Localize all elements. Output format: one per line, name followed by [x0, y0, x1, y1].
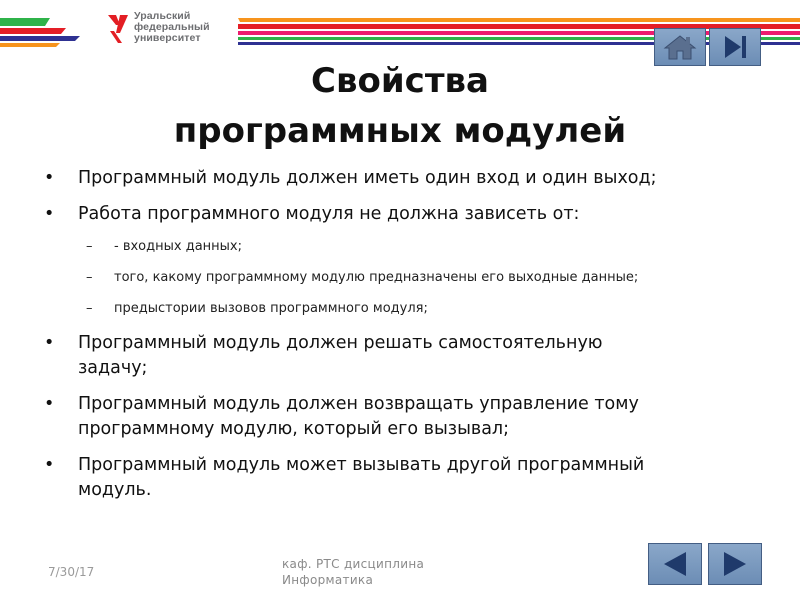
- list-item-text-line-2: программному модулю, который его вызывал;: [78, 419, 510, 439]
- slide-title-line-2: программных модулей: [173, 111, 627, 151]
- bullet: •: [44, 394, 55, 414]
- sub-list-item: [44, 300, 764, 318]
- footer-date: 7/30/17: [48, 565, 95, 579]
- logo-line-1: Уральский: [134, 10, 191, 22]
- bullet: •: [44, 455, 55, 475]
- sub-list-item-text: предыстории вызовов программного модуля;: [114, 301, 428, 316]
- sub-list-item-text: - входных данных;: [114, 239, 243, 254]
- list-item: [44, 392, 764, 442]
- list-item-text-line-1: Программный модуль может вызывать другой программный: [78, 455, 645, 475]
- sub-list-item-text: того, какому программному модулю предназначены его выходные данные;: [114, 270, 639, 285]
- bullet: •: [44, 168, 55, 188]
- list-item-text-line-2: задачу;: [78, 358, 148, 378]
- slide-title: [0, 56, 800, 156]
- list-item-text: Программный модуль должен иметь один вход и один выход;: [78, 168, 657, 188]
- list-item-text-line-1: Программный модуль должен решать самостоятельную: [78, 333, 603, 353]
- triangle-right-icon: [716, 549, 754, 579]
- list-item: [44, 166, 764, 191]
- list-item-text-line-1: Программный модуль должен возвращать управление тому: [78, 394, 639, 414]
- logo-text: [134, 11, 210, 44]
- dash: –: [86, 301, 93, 316]
- university-logo: [98, 8, 238, 52]
- university-logo-mark-icon: [106, 13, 130, 45]
- sub-list-item: [44, 269, 764, 287]
- logo-line-2: федеральный: [134, 21, 210, 33]
- dash: –: [86, 239, 93, 254]
- footer-department-line-2: Информатика: [282, 573, 374, 587]
- sub-list-item: [44, 238, 764, 256]
- footer-department: [282, 556, 424, 588]
- list-item: [44, 202, 764, 227]
- bullet-list: [44, 166, 764, 514]
- dash: –: [86, 270, 93, 285]
- logo-line-3: университет: [134, 32, 201, 44]
- list-item-text-line-2: модуль.: [78, 480, 152, 500]
- list-item-text: Работа программного модуля не должна зависеть от:: [78, 204, 580, 224]
- bullet: •: [44, 333, 55, 353]
- list-item: [44, 331, 764, 381]
- list-item: [44, 453, 764, 503]
- slide-title-line-1: Свойства: [311, 61, 489, 101]
- footer-department-line-1: каф. РТС дисциплина: [282, 557, 425, 571]
- bullet: •: [44, 204, 55, 224]
- next-slide-button[interactable]: [708, 543, 762, 585]
- previous-slide-button[interactable]: [648, 543, 702, 585]
- triangle-left-icon: [656, 549, 694, 579]
